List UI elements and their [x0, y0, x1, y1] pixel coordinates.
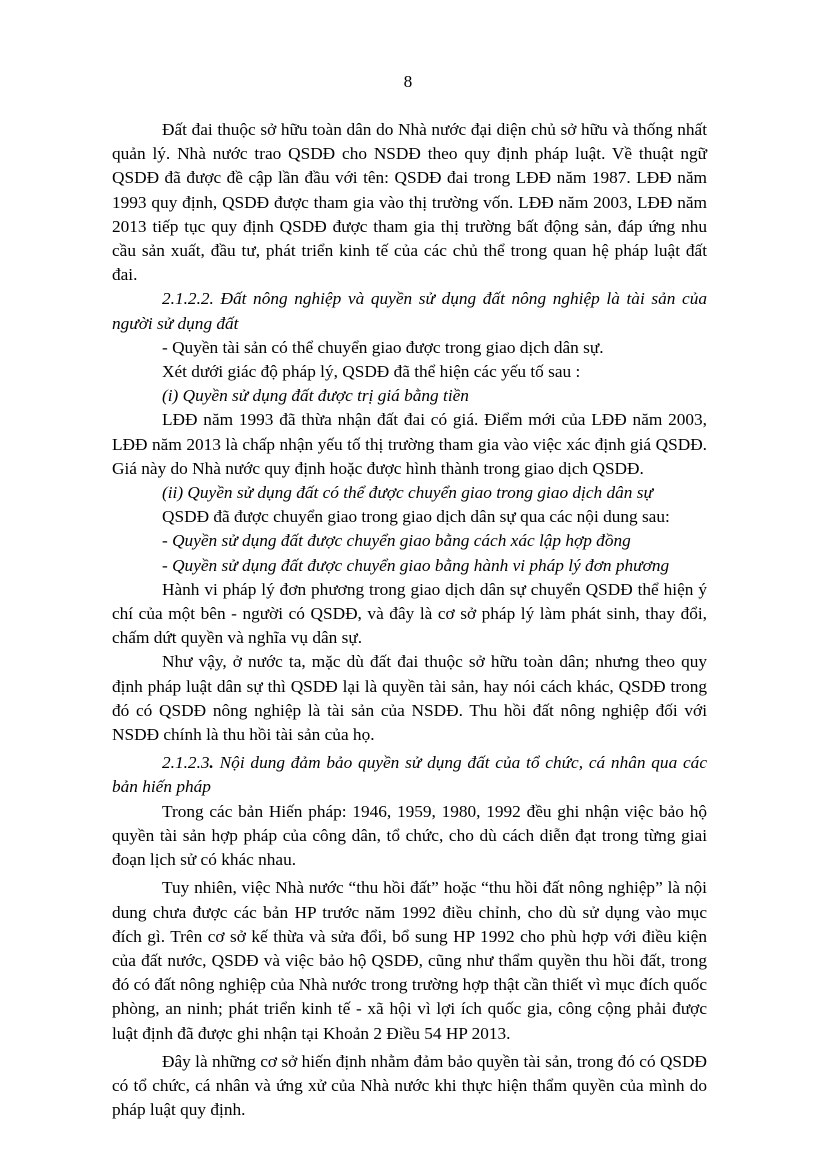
paragraph: Hành vi pháp lý đơn phương trong giao dịch dân sự chuyển QSDĐ thể hiện ý chí của một bên - người có QSDĐ, và đây là cơ sở pháp lý làm phát sinh, thay đổi, chấm dứt quyền và nghĩa vụ dân sự.: [112, 579, 707, 648]
paragraph: Đất đai thuộc sở hữu toàn dân do Nhà nước đại diện chủ sở hữu và thống nhất quản lý. Nhà nước trao QSDĐ cho NSDĐ theo quy định pháp luật. Về thuật ngữ QSDĐ đã được đề cập lần đầu với tên: QSDĐ đai trong LĐĐ năm 1987. LĐĐ năm 1993 quy định, QSDĐ được tham gia vào thị trường vốn. LĐĐ năm 2003, LĐĐ năm 2013 tiếp tục quy định QSDĐ được tham gia thị trường bất động sản, đáp ứng nhu cầu sản xuất, đầu tư, phát triển kinh tế của các chủ thể trong quan hệ pháp luật đất đai.: [112, 120, 707, 285]
section-number: 2.1.2.3: [162, 753, 210, 773]
paragraph: Tuy nhiên, việc Nhà nước “thu hồi đất” hoặc “thu hồi đất nông nghiệp” là nội dung chưa được các bản HP trước năm 1992 điều chỉnh, cho dù sử dụng vào mục đích gì. Trên cơ sở kế thừa và sửa đổi, bổ sung HP 1992 cho phù hợp với điều kiện của đất nước, QSDĐ và việc bảo hộ QSDĐ, cũng như thẩm quyền thu hồi đất, trong đó có đất nông nghiệp của Nhà nước trong trường hợp thật cần thiết vì mục đích quốc phòng, an ninh; phát triển kinh tế - xã hội vì lợi ích quốc gia, công cộng phải được luật định đã được ghi nhận tại Khoản 2 Điều 54 HP 2013.: [112, 878, 707, 1043]
paragraph: Như vậy, ở nước ta, mặc dù đất đai thuộc sở hữu toàn dân; nhưng theo quy định pháp luật dân sự thì QSDĐ lại là quyền tài sản, hay nói cách khác, QSDĐ trong đó có QSDĐ nông nghiệp là tài sản của NSDĐ. Thu hồi đất nông nghiệp đối với NSDĐ chính là thu hồi tài sản của họ.: [112, 652, 707, 745]
section-heading-2-1-2-3: [112, 751, 707, 799]
paragraph: Xét dưới giác độ pháp lý, QSDĐ đã thể hiện các yếu tố sau :: [162, 362, 581, 382]
subheading-i: (i) Quyền sử dụng đất được trị giá bằng tiền: [162, 386, 469, 406]
paragraph: - Quyền tài sản có thể chuyển giao được trong giao dịch dân sự.: [162, 337, 604, 357]
page-number: 8: [403, 72, 413, 91]
section-heading-2-1-2-2: 2.1.2.2. Đất nông nghiệp và quyền sử dụng đất nông nghiệp là tài sản của người sử dụng đất: [112, 289, 707, 333]
page-body: [112, 118, 707, 1122]
paragraph: Trong các bản Hiến pháp: 1946, 1959, 1980, 1992 đều ghi nhận việc bảo hộ quyền tài sản hợp pháp của công dân, tổ chức, cho dù cách diễn đạt trong từng giai đoạn lịch sử có khác nhau.: [112, 801, 707, 870]
list-item: - Quyền sử dụng đất được chuyển giao bằng cách xác lập hợp đồng: [162, 531, 631, 551]
paragraph: Đây là những cơ sở hiến định nhằm đảm bảo quyền tài sản, trong đó có QSDĐ có tổ chức, cá nhân và ứng xử của Nhà nước khi thực hiện thẩm quyền của mình do pháp luật quy định.: [112, 1051, 707, 1120]
paragraph: QSDĐ đã được chuyển giao trong giao dịch dân sự qua các nội dung sau:: [162, 507, 670, 527]
subheading-ii: (ii) Quyền sử dụng đất có thể được chuyển giao trong giao dịch dân sự: [162, 483, 653, 503]
list-item: - Quyền sử dụng đất được chuyển giao bằng hành vi pháp lý đơn phương: [162, 555, 670, 575]
section-title: Nội dung đảm bảo quyền sử dụng đất của tổ chức, cá nhân qua các bản hiến pháp: [112, 753, 707, 797]
paragraph: LĐĐ năm 1993 đã thừa nhận đất đai có giá. Điểm mới của LĐĐ năm 2003, LĐĐ năm 2013 là chấp nhận yếu tố thị trường tham gia vào việc xác định giá QSDĐ. Giá này do Nhà nước quy định hoặc được hình thành trong giao dịch QSDĐ.: [112, 410, 707, 478]
section-number-dot: .: [209, 753, 214, 773]
